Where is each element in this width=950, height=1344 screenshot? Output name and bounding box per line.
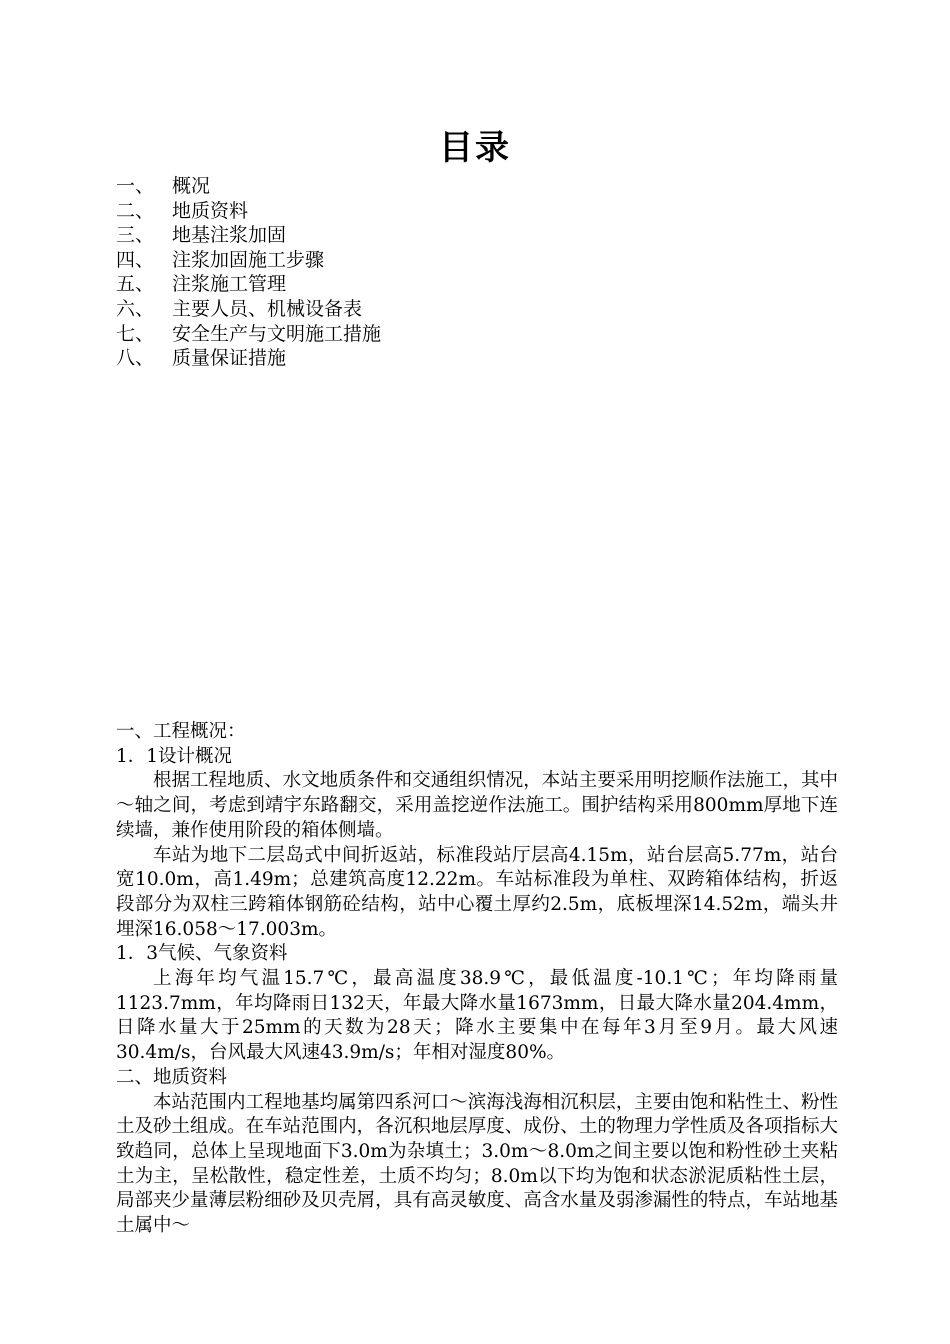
toc-item-number: 六、 bbox=[116, 297, 155, 320]
toc-item-label: 注浆施工管理 bbox=[172, 273, 287, 296]
toc-item bbox=[116, 346, 381, 371]
toc-item-number: 二、 bbox=[116, 199, 155, 222]
toc-item-label: 主要人员、机械设备表 bbox=[172, 297, 363, 320]
toc-item-label: 概况 bbox=[172, 175, 211, 197]
toc-item-number: 五、 bbox=[116, 273, 155, 296]
toc-item-label: 地基注浆加固 bbox=[172, 224, 287, 247]
toc-item-label: 注浆加固施工步骤 bbox=[172, 248, 325, 271]
toc-item-number: 三、 bbox=[116, 224, 155, 247]
section-heading-overview: 一、工程概况： bbox=[116, 721, 246, 742]
toc-item bbox=[116, 248, 381, 273]
paragraph-geology: 本站范围内工程地基均属第四系河口～滨海浅海相沉积层，主要由饱和粘性土、粉性土及砂土组成。在车站范围内，各沉积地层厚度、成份、土的物理力学性质及各项指标大致趋同，总体上呈现地面下3.0m为杂填土；3.0m～8.0m之间主要以饱和粉性砂土夹粘土为主，呈松散性，稳定性差，土质不均匀；8.0m以下均为饱和状态淤泥质粘性土层，局部夹少量薄层粉细砂及贝壳屑，具有高灵敏度、高含水量及弱渗漏性的特点，车站地基土属中～ bbox=[116, 1091, 838, 1237]
paragraph-construction-method: 根据工程地质、水文地质条件和交通组织情况，本站主要采用明挖顺作法施工，其中～轴之间，考虑到靖宇东路翻交，采用盖挖逆作法施工。围护结构采用800mm厚地下连续墙，兼作使用阶段的箱体侧墙。 bbox=[116, 770, 838, 841]
toc-title: 目录 bbox=[439, 128, 511, 168]
toc-item-number: 八、 bbox=[116, 347, 155, 370]
toc-item bbox=[116, 272, 381, 297]
subsection-heading-climate: 1．3气候、气象资料 bbox=[116, 943, 288, 965]
paragraph-climate: 上海年均气温15.7℃，最高温度38.9℃，最低温度-10.1℃；年均降雨量1123.7mm，年均降雨日132天，年最大降水量1673mm，日最大降水量204.4mm，日降水量大于25mm的天数为28天；降水主要集中在每年3月至9月。最大风速30.4m/s，台风最大风速43.9m/s；年相对湿度80%。 bbox=[116, 968, 838, 1064]
toc-item-label: 质量保证措施 bbox=[172, 347, 287, 370]
toc-item-number: 一、 bbox=[116, 175, 155, 197]
toc-item bbox=[116, 322, 381, 347]
toc-item bbox=[116, 174, 381, 199]
subsection-heading-design: 1．1设计概况 bbox=[116, 745, 233, 767]
document-body bbox=[116, 720, 838, 1239]
toc-item-label: 安全生产与文明施工措施 bbox=[172, 322, 382, 345]
toc-item bbox=[116, 223, 381, 248]
toc-item-label: 地质资料 bbox=[172, 199, 249, 222]
toc-item bbox=[116, 199, 381, 224]
toc-item-number: 四、 bbox=[116, 248, 155, 271]
paragraph-station-structure: 车站为地下二层岛式中间折返站，标准段站厅层高4.15m，站台层高5.77m，站台宽10.0m，高1.49m；总建筑高度12.22m。车站标准段为单柱、双跨箱体结构，折返段部分为双柱三跨箱体钢筋砼结构，站中心覆土厚约2.5m，底板埋深14.52m，端头井埋深16.058～17.003m。 bbox=[116, 844, 838, 940]
table-of-contents bbox=[116, 174, 381, 371]
toc-item bbox=[116, 297, 381, 322]
section-heading-geology: 二、地质资料 bbox=[116, 1066, 228, 1088]
toc-item-number: 七、 bbox=[116, 322, 155, 345]
